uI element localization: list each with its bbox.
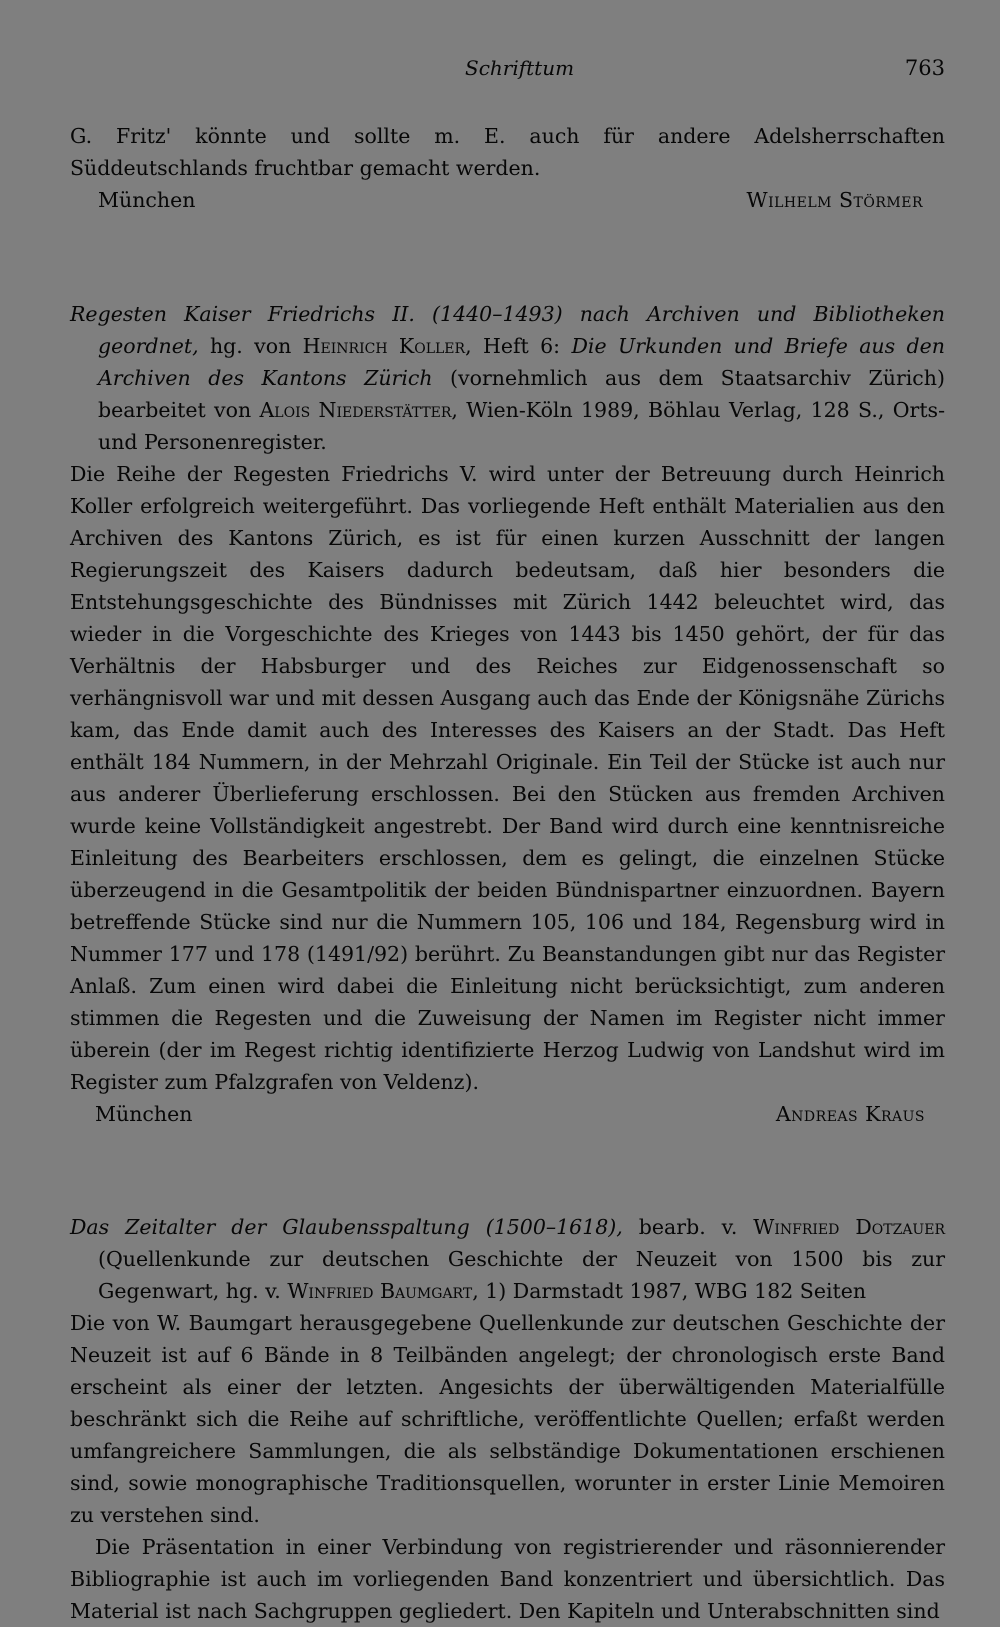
book-page: [70, 0, 946, 1623]
review-1-signoff: [98, 184, 923, 216]
section-gap: [70, 1130, 945, 1211]
review-2-volume-suffix: (vornehmlich aus dem Staatsarchiv Zürich) bearbeitet von: [98, 366, 945, 422]
review-2-body: Die Reihe der Regesten Friedrichs V. wird unter der Betreuung durch Heinrich Koller erfolgreich weitergeführt. Das vorliegende Heft enthält Materialien aus den Archiven des Kantons Zürich, es ist für einen kurzen Ausschnitt der langen Regierungszeit des Kaisers dadurch bedeutsam, daß hier besonders die Entstehungsgeschichte des Bündnisses mit Zürich 1442 beleuchtet wird, das wieder in die Vorgeschichte des Krieges von 1443 bis 1450 gehört, der für das Verhältnis der Habsburger und des Reiches zur Eidgenossenschaft so verhängnisvoll war und mit dessen Ausgang auch das Ende der Königsnähe Zürichs kam, das Ende damit auch des Interesses des Kaisers an der Stadt. Das Heft enthält 184 Nummern, in der Mehrzahl Originale. Ein Teil der Stücke ist auch nur aus anderer Überlieferung erschlossen. Bei den Stücken aus fremden Archiven wurde keine Vollständigkeit angestrebt. Der Band wird durch eine kenntnisreiche Einleitung des Bearbeiters erschlossen, dem es gelingt, die einzelnen Stücke überzeugend in die Gesamtpolitik der beiden Bündnispartner einzuordnen. Bayern betreffende Stücke sind nur die Nummern 105, 106 und 184, Regensburg wird in Nummer 177 und 178 (1491/92) berührt. Zu Beanstandungen gibt nur das Register Anlaß. Zum einen wird dabei die Einleitung nicht berücksichtigt, zum anderen stimmen die Regesten und die Zuweisung der Namen im Register nicht immer überein (der im Regest richtig identifizierte Herzog Ludwig von Landshut wird im Register zum Pfalzgrafen von Veldenz).: [70, 462, 945, 1094]
review-3-series: (Quellenkunde zur deutschen Geschichte der Neuzeit von 1500 bis zur Gegenwart, hg. v.: [98, 1247, 945, 1303]
section-gap: [70, 216, 945, 298]
review-2-author: Alois Niederstätter: [259, 398, 452, 422]
review-3-title: Das Zeitalter der Glaubensspaltung (1500–1618),: [70, 1215, 623, 1239]
review-2-title: Regesten Kaiser Friedrichs II. (1440–1493) nach Archiven und Bibliotheken geordnet,: [70, 302, 945, 358]
running-title: Schrifttum: [465, 56, 575, 80]
review-3-body-paragraph-2: Die Präsentation in einer Verbindung von registrierender und räsonnierender Bibliographie ist auch im vorliegenden Band konzentriert und übersichtlich. Das Material ist nach Sachgruppen gegliedert. Den Kapiteln und Unterabschnitten sind: [70, 1535, 945, 1623]
review-2-imprint: , Wien-Köln 1989, Böhlau Verlag, 128 S., Orts- und Personenregister.: [98, 398, 946, 454]
review-2-bibliographic-heading: [70, 298, 945, 458]
review-1-reviewer: Wilhelm Störmer: [746, 188, 923, 212]
review-3-bibliographic-heading: [70, 1211, 945, 1307]
page-body: [70, 120, 945, 1627]
review-3-editor: Winfried Dotzauer: [753, 1215, 945, 1239]
review-2-editor: Heinrich Koller: [302, 334, 466, 358]
review-2-reviewer: Andreas Kraus: [775, 1102, 925, 1126]
review-3-imprint: , 1) Darmstadt 1987, WBG 182 Seiten: [472, 1279, 867, 1303]
review-2-volume-title: Die Urkunden und Briefe aus den Archiven des Kantons Zürich: [98, 334, 945, 390]
review-3-series-editor: Winfried Baumgart: [287, 1279, 473, 1303]
review-2-volume-prefix: , Heft 6:: [465, 334, 572, 358]
review-2-place: München: [95, 1102, 193, 1126]
review-3-editor-prefix: bearb. v.: [622, 1215, 754, 1239]
page-number: 763: [904, 56, 945, 80]
review-1-closing-text: G. Fritz' könnte und sollte m. E. auch für andere Adelsherrschaften Süddeutschlands fruchtbar gemacht werden.: [70, 124, 945, 180]
review-3-body-paragraph-1: Die von W. Baumgart herausgegebene Quellenkunde zur deutschen Geschichte der Neuzeit ist auf 6 Bände in 8 Teilbänden angelegt; der chronologisch erste Band erscheint als einer der letzten. Angesichts der überwältigenden Materialfülle beschränkt sich die Reihe auf schriftliche, veröffentlichte Quellen; erfaßt werden umfangreichere Sammlungen, die als selbständige Dokumentationen erschienen sind, sowie monographische Traditionsquellen, worunter in erster Linie Memoiren zu verstehen sind.: [70, 1311, 945, 1527]
page-header: [70, 56, 945, 86]
review-1-place: München: [98, 188, 196, 212]
review-2-signoff: [95, 1098, 925, 1130]
review-2-editor-prefix: hg. von: [198, 334, 303, 358]
